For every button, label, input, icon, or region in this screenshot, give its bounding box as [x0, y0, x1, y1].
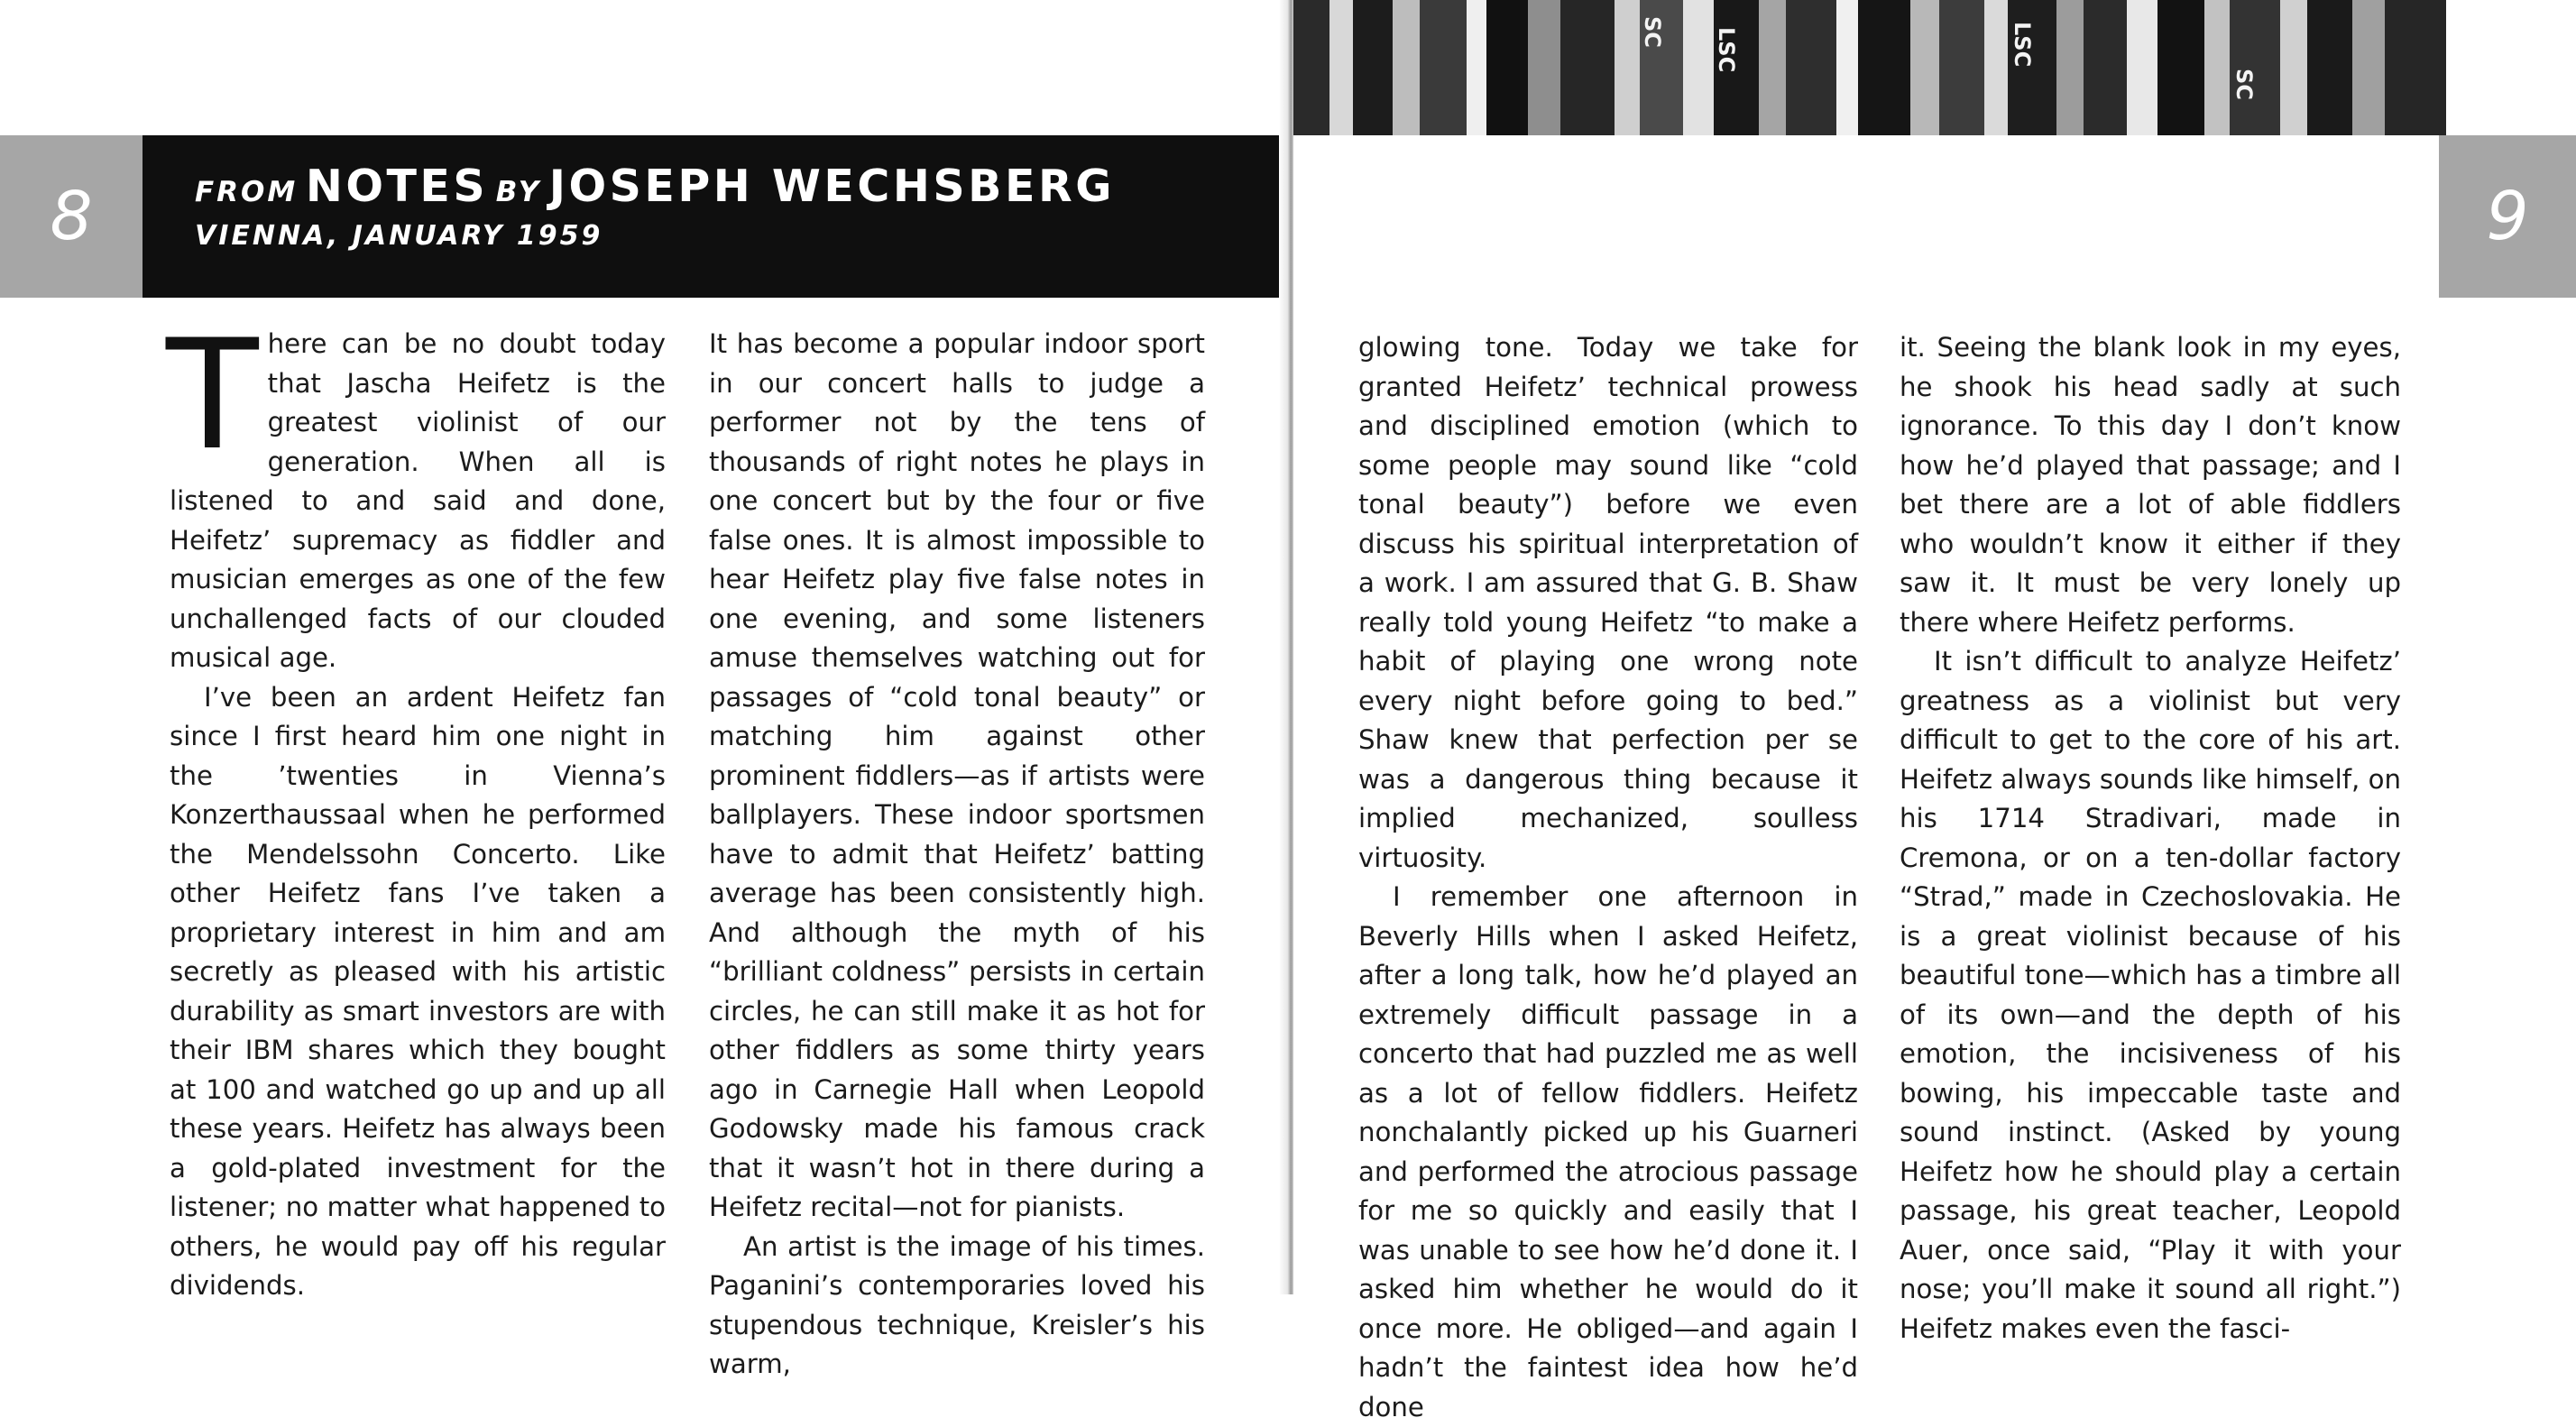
paragraph: It has become a popular indoor sport in our concert halls to judge a performer not by the tens of thousands of right notes he plays in one concert but by the four or five false ones. It is almost impossible to hear Heifetz play five false notes in one evening, and some listeners amuse themselves watching out for passages of “cold tonal beauty” or matching him against other prominent fiddlers—as if artists were ballplayers. These indoor sportsmen have to admit that Heifetz’ batting average has been consistently high. And although the myth of his “brilliant coldness” persists in certain circles, he can still make it as hot for other fiddlers as some thirty years ago in Carnegie Hall when Leopold Godowsky made his famous crack that it wasn’t hot in there during a Heifetz recital—not for pianists.	[709, 328, 1205, 1222]
spine-label: LSC	[2010, 22, 2035, 68]
header-title	[195, 161, 1115, 212]
paragraph: An artist is the image of his times. Paganini’s contemporaries loved his stupendous technique, Kreisler’s his warm,	[709, 1230, 1205, 1379]
text-column-1	[166, 307, 666, 1306]
header-author: JOSEPH WECHSBERG	[548, 161, 1115, 212]
page-number-tab	[2439, 135, 2576, 298]
page-number: 9	[2486, 178, 2529, 255]
header-bar	[143, 135, 1283, 298]
paragraph: There can be no doubt today that Jascha Heifetz is the greatest violinist of our generation. When all is listened to and said and done, Heifetz’ supremacy as fiddler and musician emerges as one of the few unchallenged facts of our clouded musical age.	[166, 307, 666, 673]
text-column-3	[1358, 328, 1858, 1427]
page-number: 8	[50, 178, 93, 255]
text-column-4	[1900, 328, 2401, 1349]
text-column-2	[709, 325, 1205, 1385]
header-by: BY	[495, 176, 542, 208]
paragraph: I remember one afternoon in Beverly Hills when I asked Heifetz, after a long talk, how he’d played an extremely difficult passage in a concerto that had puzzled me as well as a lot of fellow fiddlers. Heifetz nonchalantly picked up his Guarneri and performed the atrocious passage for me so quickly and easily that I was unable to see how he’d done it. I asked him whether he would do it once more. He obliged—and again I hadn’t the faintest idea how he’d done	[1358, 881, 1858, 1422]
paragraph: It isn’t difficult to analyze Heifetz’ greatness as a violinist but very difficult to get to the core of his art. Heifetz always sounds like himself, on his 1714 Stradivari, made in Cremona, or on a ten-dollar factory “Strad,” made in Czechoslovakia. He is a great violinist because of his beautiful tone—which has a timbre all of its own—and the depth of his emotion, the incisiveness of his bowing, his impeccable taste and sound instinct. (Asked by young Heifetz how he should play a certain passage, his great teacher, Leopold Auer, once said, “Play it with your nose; you’ll make it sound all right.”) Heifetz makes even the fasci-	[1900, 646, 2401, 1344]
spine-label: SC	[2231, 69, 2257, 100]
spine-label: LSC	[1714, 27, 1739, 73]
right-page	[1293, 0, 2576, 1422]
paragraph: I’ve been an ardent Heifetz fan since I first heard him one night in the ’twenties in Vienna’s Konzerthaussaal when he performed the Mendelssohn Concerto. Like other Heifetz fans I’ve taken a proprietary interest in him and am secretly as pleased with his artistic durability as smart investors are with their IBM shares which they bought at 100 and watched go up and up all these years. Heifetz has always been a gold-plated investment for the listener; no matter what happened to others, he would pay off his regular dividends.	[170, 681, 666, 1301]
paragraph: it. Seeing the blank look in my eyes, he shook his head sadly at such ignorance. To this day I don’t know how he’d played that passage; and I bet there are a lot of able fiddlers who wouldn’t know it either if they saw it. It must be very lonely up there where Heifetz performs.	[1900, 332, 2401, 638]
paragraph: glowing tone. Today we take for granted Heifetz’ technical prowess and disciplined emotion (which to some people may sound like “cold tonal beauty”) before we even discuss his spiritual interpretation of a work. I am assured that G. B. Shaw really told young Heifetz “to make a habit of playing one wrong note every night before going to bed.” Shaw knew that perfection per se was a dangerous thing because it implied mechanized, soulless virtuosity.	[1358, 332, 1858, 873]
left-page	[0, 0, 1283, 1379]
header-place-date: VIENNA, JANUARY 1959	[195, 220, 603, 252]
record-spines-photo	[1293, 0, 2446, 135]
header-from: FROM	[195, 176, 299, 208]
drop-cap: T	[166, 307, 259, 483]
spine-label: SC	[1640, 16, 1665, 48]
page-number-tab	[0, 135, 143, 298]
header-notes: NOTES	[305, 161, 489, 212]
